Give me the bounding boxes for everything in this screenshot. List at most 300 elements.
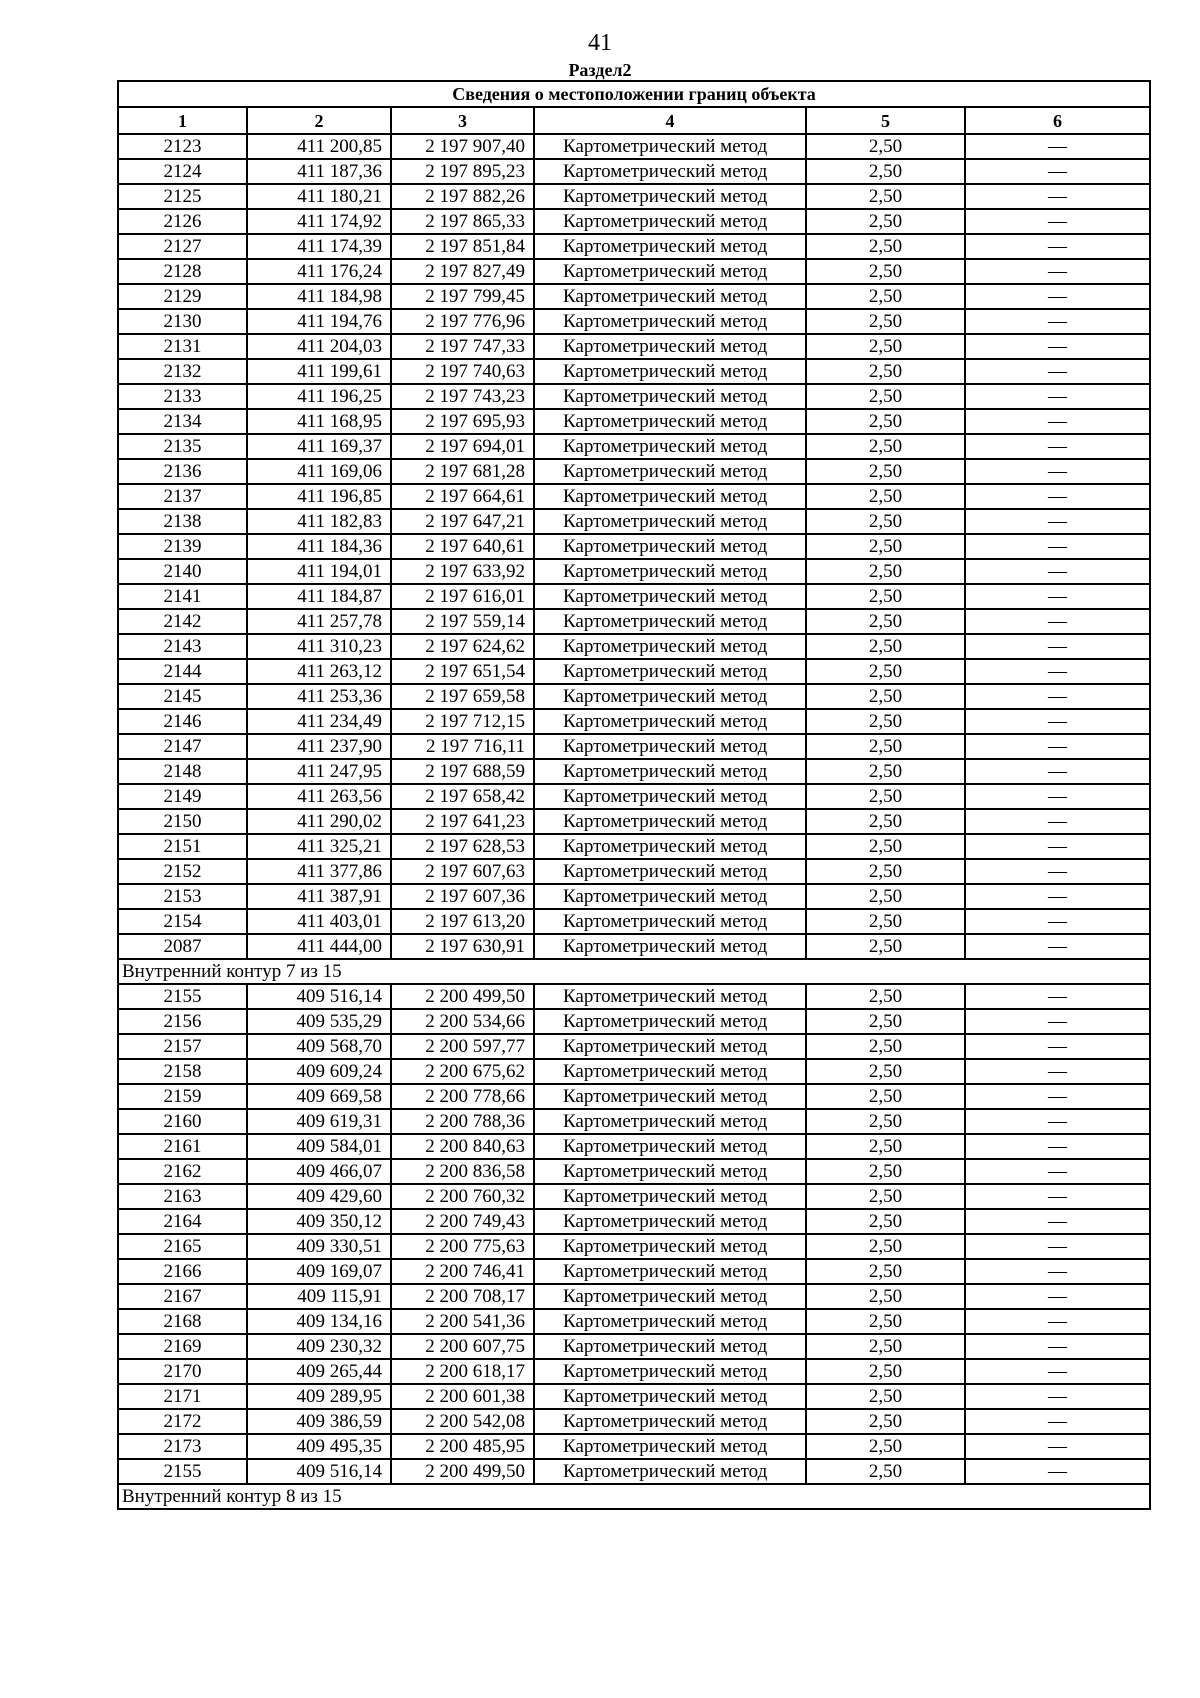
point-number-cell: 2168 xyxy=(118,1309,247,1334)
point-number-cell: 2167 xyxy=(118,1284,247,1309)
accuracy-cell: 2,50 xyxy=(806,334,965,359)
y-coordinate-cell: 2 197 907,40 xyxy=(391,134,534,159)
description-cell: — xyxy=(965,1384,1150,1409)
table-row xyxy=(118,284,1150,309)
accuracy-cell: 2,50 xyxy=(806,984,965,1009)
point-number-cell: 2134 xyxy=(118,409,247,434)
point-number-cell: 2158 xyxy=(118,1059,247,1084)
x-coordinate-cell: 411 253,36 xyxy=(247,684,391,709)
point-number-cell: 2155 xyxy=(118,1459,247,1484)
accuracy-cell: 2,50 xyxy=(806,1359,965,1384)
point-number-cell: 2145 xyxy=(118,684,247,709)
y-coordinate-cell: 2 197 624,62 xyxy=(391,634,534,659)
y-coordinate-cell: 2 197 694,01 xyxy=(391,434,534,459)
y-coordinate-cell: 2 200 499,50 xyxy=(391,1459,534,1484)
point-number-cell: 2124 xyxy=(118,159,247,184)
table-row xyxy=(118,1284,1150,1309)
description-cell: — xyxy=(965,659,1150,684)
y-coordinate-cell: 2 200 778,66 xyxy=(391,1084,534,1109)
description-cell: — xyxy=(965,1309,1150,1334)
accuracy-cell: 2,50 xyxy=(806,1459,965,1484)
point-number-cell: 2133 xyxy=(118,384,247,409)
x-coordinate-cell: 411 196,85 xyxy=(247,484,391,509)
point-number-cell: 2155 xyxy=(118,984,247,1009)
description-cell: — xyxy=(965,1184,1150,1209)
table-row xyxy=(118,1184,1150,1209)
description-cell: — xyxy=(965,584,1150,609)
point-number-cell: 2171 xyxy=(118,1384,247,1409)
method-cell: Картометрический метод xyxy=(534,1184,806,1209)
method-cell: Картометрический метод xyxy=(534,559,806,584)
column-number: 2 xyxy=(247,107,391,134)
point-number-cell: 2139 xyxy=(118,534,247,559)
column-number-row xyxy=(118,107,1150,134)
y-coordinate-cell: 2 197 616,01 xyxy=(391,584,534,609)
x-coordinate-cell: 411 325,21 xyxy=(247,834,391,859)
accuracy-cell: 2,50 xyxy=(806,784,965,809)
description-cell: — xyxy=(965,284,1150,309)
x-coordinate-cell: 411 184,87 xyxy=(247,584,391,609)
method-cell: Картометрический метод xyxy=(534,859,806,884)
description-cell: — xyxy=(965,684,1150,709)
x-coordinate-cell: 411 444,00 xyxy=(247,934,391,959)
y-coordinate-cell: 2 200 746,41 xyxy=(391,1259,534,1284)
accuracy-cell: 2,50 xyxy=(806,159,965,184)
x-coordinate-cell: 409 429,60 xyxy=(247,1184,391,1209)
y-coordinate-cell: 2 197 740,63 xyxy=(391,359,534,384)
table-row xyxy=(118,1209,1150,1234)
boundary-coordinates-table xyxy=(117,80,1151,1510)
y-coordinate-cell: 2 197 651,54 xyxy=(391,659,534,684)
accuracy-cell: 2,50 xyxy=(806,1234,965,1259)
table-row xyxy=(118,1459,1150,1484)
description-cell: — xyxy=(965,134,1150,159)
x-coordinate-cell: 409 115,91 xyxy=(247,1284,391,1309)
method-cell: Картометрический метод xyxy=(534,659,806,684)
y-coordinate-cell: 2 197 633,92 xyxy=(391,559,534,584)
table-row xyxy=(118,1134,1150,1159)
y-coordinate-cell: 2 197 664,61 xyxy=(391,484,534,509)
description-cell: — xyxy=(965,1334,1150,1359)
y-coordinate-cell: 2 200 534,66 xyxy=(391,1009,534,1034)
description-cell: — xyxy=(965,809,1150,834)
accuracy-cell: 2,50 xyxy=(806,209,965,234)
method-cell: Картометрический метод xyxy=(534,734,806,759)
x-coordinate-cell: 409 350,12 xyxy=(247,1209,391,1234)
y-coordinate-cell: 2 197 882,26 xyxy=(391,184,534,209)
point-number-cell: 2126 xyxy=(118,209,247,234)
point-number-cell: 2135 xyxy=(118,434,247,459)
y-coordinate-cell: 2 197 559,14 xyxy=(391,609,534,634)
method-cell: Картометрический метод xyxy=(534,1359,806,1384)
x-coordinate-cell: 409 230,32 xyxy=(247,1334,391,1359)
x-coordinate-cell: 411 234,49 xyxy=(247,709,391,734)
x-coordinate-cell: 411 247,95 xyxy=(247,759,391,784)
x-coordinate-cell: 409 265,44 xyxy=(247,1359,391,1384)
description-cell: — xyxy=(965,209,1150,234)
accuracy-cell: 2,50 xyxy=(806,1009,965,1034)
method-cell: Картометрический метод xyxy=(534,134,806,159)
y-coordinate-cell: 2 197 688,59 xyxy=(391,759,534,784)
y-coordinate-cell: 2 200 485,95 xyxy=(391,1434,534,1459)
method-cell: Картометрический метод xyxy=(534,184,806,209)
table-row xyxy=(118,1409,1150,1434)
accuracy-cell: 2,50 xyxy=(806,509,965,534)
x-coordinate-cell: 409 619,31 xyxy=(247,1109,391,1134)
x-coordinate-cell: 411 257,78 xyxy=(247,609,391,634)
table-row xyxy=(118,659,1150,684)
method-cell: Картометрический метод xyxy=(534,1109,806,1134)
method-cell: Картометрический метод xyxy=(534,1209,806,1234)
column-number: 3 xyxy=(391,107,534,134)
x-coordinate-cell: 411 196,25 xyxy=(247,384,391,409)
point-number-cell: 2163 xyxy=(118,1184,247,1209)
method-cell: Картометрический метод xyxy=(534,159,806,184)
description-cell: — xyxy=(965,234,1150,259)
accuracy-cell: 2,50 xyxy=(806,1134,965,1159)
description-cell: — xyxy=(965,709,1150,734)
table-row xyxy=(118,1159,1150,1184)
table-row xyxy=(118,459,1150,484)
table-row xyxy=(118,259,1150,284)
x-coordinate-cell: 411 169,37 xyxy=(247,434,391,459)
page-number: 41 xyxy=(588,30,612,56)
y-coordinate-cell: 2 197 607,63 xyxy=(391,859,534,884)
accuracy-cell: 2,50 xyxy=(806,1284,965,1309)
method-cell: Картометрический метод xyxy=(534,934,806,959)
method-cell: Картометрический метод xyxy=(534,909,806,934)
point-number-cell: 2172 xyxy=(118,1409,247,1434)
table-row xyxy=(118,1009,1150,1034)
description-cell: — xyxy=(965,1159,1150,1184)
x-coordinate-cell: 411 194,76 xyxy=(247,309,391,334)
y-coordinate-cell: 2 200 749,43 xyxy=(391,1209,534,1234)
table-row xyxy=(118,334,1150,359)
y-coordinate-cell: 2 200 840,63 xyxy=(391,1134,534,1159)
accuracy-cell: 2,50 xyxy=(806,759,965,784)
y-coordinate-cell: 2 197 659,58 xyxy=(391,684,534,709)
column-number: 5 xyxy=(806,107,965,134)
method-cell: Картометрический метод xyxy=(534,309,806,334)
table-row xyxy=(118,384,1150,409)
method-cell: Картометрический метод xyxy=(534,984,806,1009)
description-cell: — xyxy=(965,559,1150,584)
table-row xyxy=(118,734,1150,759)
accuracy-cell: 2,50 xyxy=(806,284,965,309)
table-row xyxy=(118,559,1150,584)
table-row xyxy=(118,984,1150,1009)
y-coordinate-cell: 2 200 708,17 xyxy=(391,1284,534,1309)
table-row xyxy=(118,1309,1150,1334)
x-coordinate-cell: 409 330,51 xyxy=(247,1234,391,1259)
accuracy-cell: 2,50 xyxy=(806,909,965,934)
point-number-cell: 2128 xyxy=(118,259,247,284)
method-cell: Картометрический метод xyxy=(534,684,806,709)
x-coordinate-cell: 411 180,21 xyxy=(247,184,391,209)
y-coordinate-cell: 2 197 799,45 xyxy=(391,284,534,309)
point-number-cell: 2140 xyxy=(118,559,247,584)
y-coordinate-cell: 2 197 630,91 xyxy=(391,934,534,959)
x-coordinate-cell: 411 184,36 xyxy=(247,534,391,559)
x-coordinate-cell: 409 134,16 xyxy=(247,1309,391,1334)
point-number-cell: 2169 xyxy=(118,1334,247,1359)
method-cell: Картометрический метод xyxy=(534,1084,806,1109)
method-cell: Картометрический метод xyxy=(534,1009,806,1034)
table-row xyxy=(118,1084,1150,1109)
accuracy-cell: 2,50 xyxy=(806,534,965,559)
y-coordinate-cell: 2 200 607,75 xyxy=(391,1334,534,1359)
accuracy-cell: 2,50 xyxy=(806,1084,965,1109)
description-cell: — xyxy=(965,384,1150,409)
y-coordinate-cell: 2 200 618,17 xyxy=(391,1359,534,1384)
method-cell: Картометрический метод xyxy=(534,809,806,834)
y-coordinate-cell: 2 200 760,32 xyxy=(391,1184,534,1209)
point-number-cell: 2153 xyxy=(118,884,247,909)
accuracy-cell: 2,50 xyxy=(806,259,965,284)
method-cell: Картометрический метод xyxy=(534,609,806,634)
description-cell: — xyxy=(965,359,1150,384)
table-row xyxy=(118,709,1150,734)
table-row xyxy=(118,484,1150,509)
table-row xyxy=(118,509,1150,534)
x-coordinate-cell: 411 176,24 xyxy=(247,259,391,284)
description-cell: — xyxy=(965,484,1150,509)
table-row xyxy=(118,834,1150,859)
y-coordinate-cell: 2 200 601,38 xyxy=(391,1384,534,1409)
description-cell: — xyxy=(965,184,1150,209)
table-row xyxy=(118,184,1150,209)
method-cell: Картометрический метод xyxy=(534,234,806,259)
accuracy-cell: 2,50 xyxy=(806,659,965,684)
contour-header-row xyxy=(118,1484,1150,1509)
accuracy-cell: 2,50 xyxy=(806,934,965,959)
x-coordinate-cell: 409 669,58 xyxy=(247,1084,391,1109)
description-cell: — xyxy=(965,784,1150,809)
table-row xyxy=(118,134,1150,159)
description-cell: — xyxy=(965,1259,1150,1284)
y-coordinate-cell: 2 197 641,23 xyxy=(391,809,534,834)
y-coordinate-cell: 2 197 747,33 xyxy=(391,334,534,359)
accuracy-cell: 2,50 xyxy=(806,834,965,859)
x-coordinate-cell: 411 199,61 xyxy=(247,359,391,384)
y-coordinate-cell: 2 200 775,63 xyxy=(391,1234,534,1259)
contour-label: Внутренний контур 7 из 15 xyxy=(118,959,1150,984)
x-coordinate-cell: 409 584,01 xyxy=(247,1134,391,1159)
method-cell: Картометрический метод xyxy=(534,1434,806,1459)
description-cell: — xyxy=(965,884,1150,909)
x-coordinate-cell: 411 187,36 xyxy=(247,159,391,184)
table-row xyxy=(118,759,1150,784)
y-coordinate-cell: 2 197 613,20 xyxy=(391,909,534,934)
point-number-cell: 2132 xyxy=(118,359,247,384)
method-cell: Картометрический метод xyxy=(534,459,806,484)
table-row xyxy=(118,1234,1150,1259)
y-coordinate-cell: 2 197 776,96 xyxy=(391,309,534,334)
table-row xyxy=(118,1034,1150,1059)
point-number-cell: 2166 xyxy=(118,1259,247,1284)
method-cell: Картометрический метод xyxy=(534,259,806,284)
method-cell: Картометрический метод xyxy=(534,484,806,509)
x-coordinate-cell: 411 182,83 xyxy=(247,509,391,534)
x-coordinate-cell: 409 466,07 xyxy=(247,1159,391,1184)
accuracy-cell: 2,50 xyxy=(806,359,965,384)
table-row xyxy=(118,1334,1150,1359)
point-number-cell: 2144 xyxy=(118,659,247,684)
y-coordinate-cell: 2 197 895,23 xyxy=(391,159,534,184)
method-cell: Картометрический метод xyxy=(534,1459,806,1484)
x-coordinate-cell: 411 310,23 xyxy=(247,634,391,659)
method-cell: Картометрический метод xyxy=(534,334,806,359)
method-cell: Картометрический метод xyxy=(534,834,806,859)
point-number-cell: 2129 xyxy=(118,284,247,309)
table-row xyxy=(118,209,1150,234)
method-cell: Картометрический метод xyxy=(534,1134,806,1159)
point-number-cell: 2161 xyxy=(118,1134,247,1159)
description-cell: — xyxy=(965,1359,1150,1384)
description-cell: — xyxy=(965,409,1150,434)
y-coordinate-cell: 2 200 542,08 xyxy=(391,1409,534,1434)
y-coordinate-cell: 2 200 499,50 xyxy=(391,984,534,1009)
method-cell: Картометрический метод xyxy=(534,1259,806,1284)
y-coordinate-cell: 2 197 712,15 xyxy=(391,709,534,734)
accuracy-cell: 2,50 xyxy=(806,1434,965,1459)
point-number-cell: 2148 xyxy=(118,759,247,784)
description-cell: — xyxy=(965,1084,1150,1109)
method-cell: Картометрический метод xyxy=(534,209,806,234)
table-row xyxy=(118,1359,1150,1384)
point-number-cell: 2150 xyxy=(118,809,247,834)
point-number-cell: 2136 xyxy=(118,459,247,484)
accuracy-cell: 2,50 xyxy=(806,609,965,634)
point-number-cell: 2157 xyxy=(118,1034,247,1059)
x-coordinate-cell: 411 204,03 xyxy=(247,334,391,359)
x-coordinate-cell: 411 184,98 xyxy=(247,284,391,309)
y-coordinate-cell: 2 197 716,11 xyxy=(391,734,534,759)
method-cell: Картометрический метод xyxy=(534,709,806,734)
x-coordinate-cell: 411 387,91 xyxy=(247,884,391,909)
x-coordinate-cell: 409 289,95 xyxy=(247,1384,391,1409)
method-cell: Картометрический метод xyxy=(534,884,806,909)
point-number-cell: 2152 xyxy=(118,859,247,884)
accuracy-cell: 2,50 xyxy=(806,1059,965,1084)
point-number-cell: 2125 xyxy=(118,184,247,209)
table-row xyxy=(118,434,1150,459)
accuracy-cell: 2,50 xyxy=(806,184,965,209)
table-row xyxy=(118,534,1150,559)
x-coordinate-cell: 411 263,12 xyxy=(247,659,391,684)
contour-label: Внутренний контур 8 из 15 xyxy=(118,1484,1150,1509)
method-cell: Картометрический метод xyxy=(534,634,806,659)
y-coordinate-cell: 2 200 541,36 xyxy=(391,1309,534,1334)
point-number-cell: 2170 xyxy=(118,1359,247,1384)
method-cell: Картометрический метод xyxy=(534,584,806,609)
description-cell: — xyxy=(965,159,1150,184)
point-number-cell: 2164 xyxy=(118,1209,247,1234)
description-cell: — xyxy=(965,334,1150,359)
x-coordinate-cell: 411 290,02 xyxy=(247,809,391,834)
column-number: 1 xyxy=(118,107,247,134)
column-number: 4 xyxy=(534,107,806,134)
point-number-cell: 2142 xyxy=(118,609,247,634)
method-cell: Картометрический метод xyxy=(534,384,806,409)
y-coordinate-cell: 2 197 640,61 xyxy=(391,534,534,559)
y-coordinate-cell: 2 200 836,58 xyxy=(391,1159,534,1184)
accuracy-cell: 2,50 xyxy=(806,309,965,334)
description-cell: — xyxy=(965,1209,1150,1234)
description-cell: — xyxy=(965,734,1150,759)
point-number-cell: 2147 xyxy=(118,734,247,759)
accuracy-cell: 2,50 xyxy=(806,1309,965,1334)
method-cell: Картометрический метод xyxy=(534,1234,806,1259)
table-row xyxy=(118,784,1150,809)
table-row xyxy=(118,409,1150,434)
accuracy-cell: 2,50 xyxy=(806,134,965,159)
table-row xyxy=(118,359,1150,384)
point-number-cell: 2141 xyxy=(118,584,247,609)
table-row xyxy=(118,1109,1150,1134)
description-cell: — xyxy=(965,1434,1150,1459)
table-row xyxy=(118,859,1150,884)
y-coordinate-cell: 2 197 743,23 xyxy=(391,384,534,409)
point-number-cell: 2127 xyxy=(118,234,247,259)
point-number-cell: 2151 xyxy=(118,834,247,859)
accuracy-cell: 2,50 xyxy=(806,734,965,759)
description-cell: — xyxy=(965,1409,1150,1434)
x-coordinate-cell: 409 386,59 xyxy=(247,1409,391,1434)
point-number-cell: 2146 xyxy=(118,709,247,734)
table-caption-row xyxy=(118,81,1150,107)
y-coordinate-cell: 2 197 607,36 xyxy=(391,884,534,909)
description-cell: — xyxy=(965,934,1150,959)
method-cell: Картометрический метод xyxy=(534,1309,806,1334)
y-coordinate-cell: 2 200 597,77 xyxy=(391,1034,534,1059)
accuracy-cell: 2,50 xyxy=(806,459,965,484)
accuracy-cell: 2,50 xyxy=(806,1184,965,1209)
description-cell: — xyxy=(965,309,1150,334)
table-row xyxy=(118,1259,1150,1284)
accuracy-cell: 2,50 xyxy=(806,559,965,584)
accuracy-cell: 2,50 xyxy=(806,884,965,909)
table-body xyxy=(118,81,1150,1509)
accuracy-cell: 2,50 xyxy=(806,1109,965,1134)
description-cell: — xyxy=(965,1284,1150,1309)
description-cell: — xyxy=(965,1109,1150,1134)
y-coordinate-cell: 2 200 675,62 xyxy=(391,1059,534,1084)
table-row xyxy=(118,584,1150,609)
point-number-cell: 2087 xyxy=(118,934,247,959)
accuracy-cell: 2,50 xyxy=(806,684,965,709)
point-number-cell: 2137 xyxy=(118,484,247,509)
method-cell: Картометрический метод xyxy=(534,1059,806,1084)
description-cell: — xyxy=(965,1134,1150,1159)
x-coordinate-cell: 409 609,24 xyxy=(247,1059,391,1084)
point-number-cell: 2154 xyxy=(118,909,247,934)
table-row xyxy=(118,309,1150,334)
method-cell: Картометрический метод xyxy=(534,1159,806,1184)
method-cell: Картометрический метод xyxy=(534,1334,806,1359)
accuracy-cell: 2,50 xyxy=(806,709,965,734)
method-cell: Картометрический метод xyxy=(534,284,806,309)
section-title: Раздел2 xyxy=(568,60,632,80)
description-cell: — xyxy=(965,634,1150,659)
description-cell: — xyxy=(965,509,1150,534)
description-cell: — xyxy=(965,609,1150,634)
accuracy-cell: 2,50 xyxy=(806,1159,965,1184)
x-coordinate-cell: 411 263,56 xyxy=(247,784,391,809)
x-coordinate-cell: 411 194,01 xyxy=(247,559,391,584)
table-row xyxy=(118,1434,1150,1459)
x-coordinate-cell: 409 516,14 xyxy=(247,984,391,1009)
